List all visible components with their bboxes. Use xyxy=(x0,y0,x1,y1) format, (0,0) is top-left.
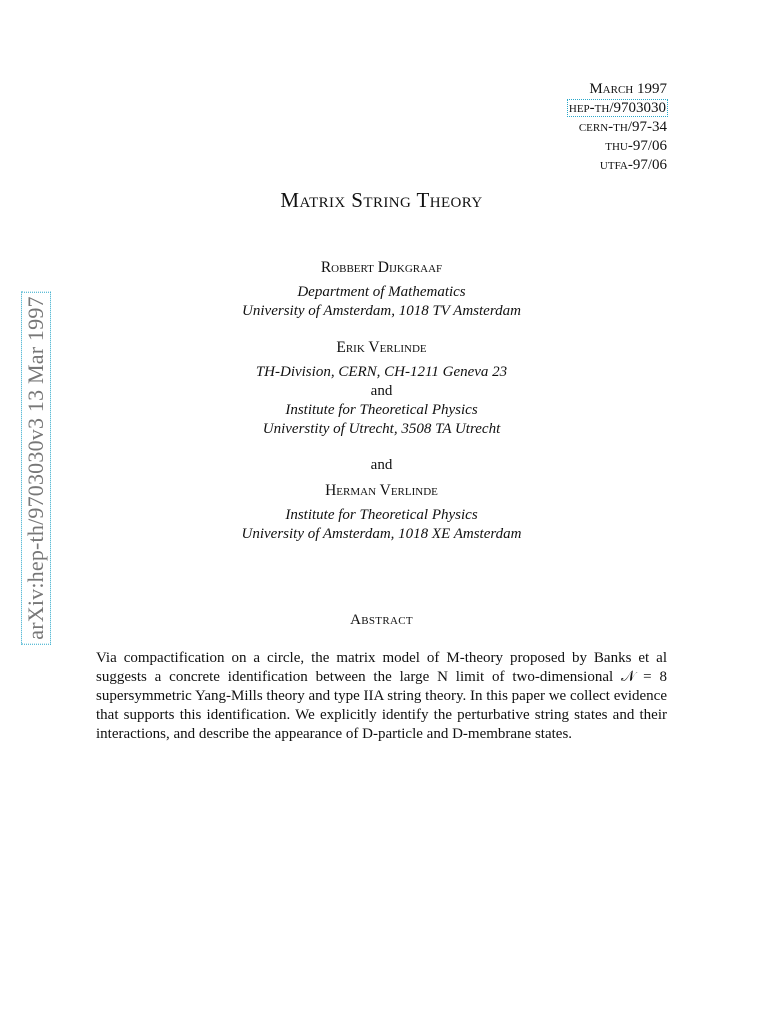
author-block xyxy=(96,258,667,544)
author-2-affiliation-line-1: TH-Division, CERN, CH-1211 Geneva 23 xyxy=(255,364,508,380)
report-numbers xyxy=(568,80,667,175)
author-2-and: and xyxy=(370,383,393,399)
abstract-heading: Abstract xyxy=(350,612,413,628)
author-2-second-affiliation-line-1: Institute for Theoretical Physics xyxy=(285,402,478,418)
abstract-text: Via compactification on a circle, the matrix model of M-theory proposed by Banks et al suggests a concrete identification between the large N limit of two-dimensional 𝒩 = 8 supersymmetric Yang-Mills theory and type IIA string theory. In this paper we collect evidence that supports this identification. We explicitly identify the perturbative string states and their interactions, and describe the appearance of D-particle and D-membrane states. xyxy=(96,650,667,742)
author-name-1: Robbert Dijkgraaf xyxy=(320,259,443,276)
author-2-second-affiliation-line-2: Universtity of Utrecht, 3508 TA Utrecht xyxy=(262,421,501,437)
report-date: March 1997 xyxy=(589,81,667,97)
author-name-3: Herman Verlinde xyxy=(325,482,438,499)
author-separator-and: and xyxy=(370,457,393,473)
arxiv-id-link[interactable]: hep-th/9703030 xyxy=(568,100,666,116)
author-1-affiliation-line-1: Department of Mathematics xyxy=(297,284,466,300)
arxiv-stamp-link[interactable]: arXiv:hep-th/9703030v3 13 Mar 1997 xyxy=(23,293,49,642)
author-1-affiliation-line-2: University of Amsterdam, 1018 TV Amsterdam xyxy=(242,303,521,319)
author-3-affiliation-line-1: Institute for Theoretical Physics xyxy=(285,507,478,523)
author-3-affiliation-line-2: University of Amsterdam, 1018 XE Amsterdam xyxy=(241,526,522,542)
report-cern: cern-th/97-34 xyxy=(578,119,667,135)
report-thu: thu-97/06 xyxy=(605,138,667,154)
author-name-2: Erik Verlinde xyxy=(336,339,427,356)
report-utfa: utfa-97/06 xyxy=(599,157,667,173)
paper-title: Matrix String Theory xyxy=(280,188,483,212)
